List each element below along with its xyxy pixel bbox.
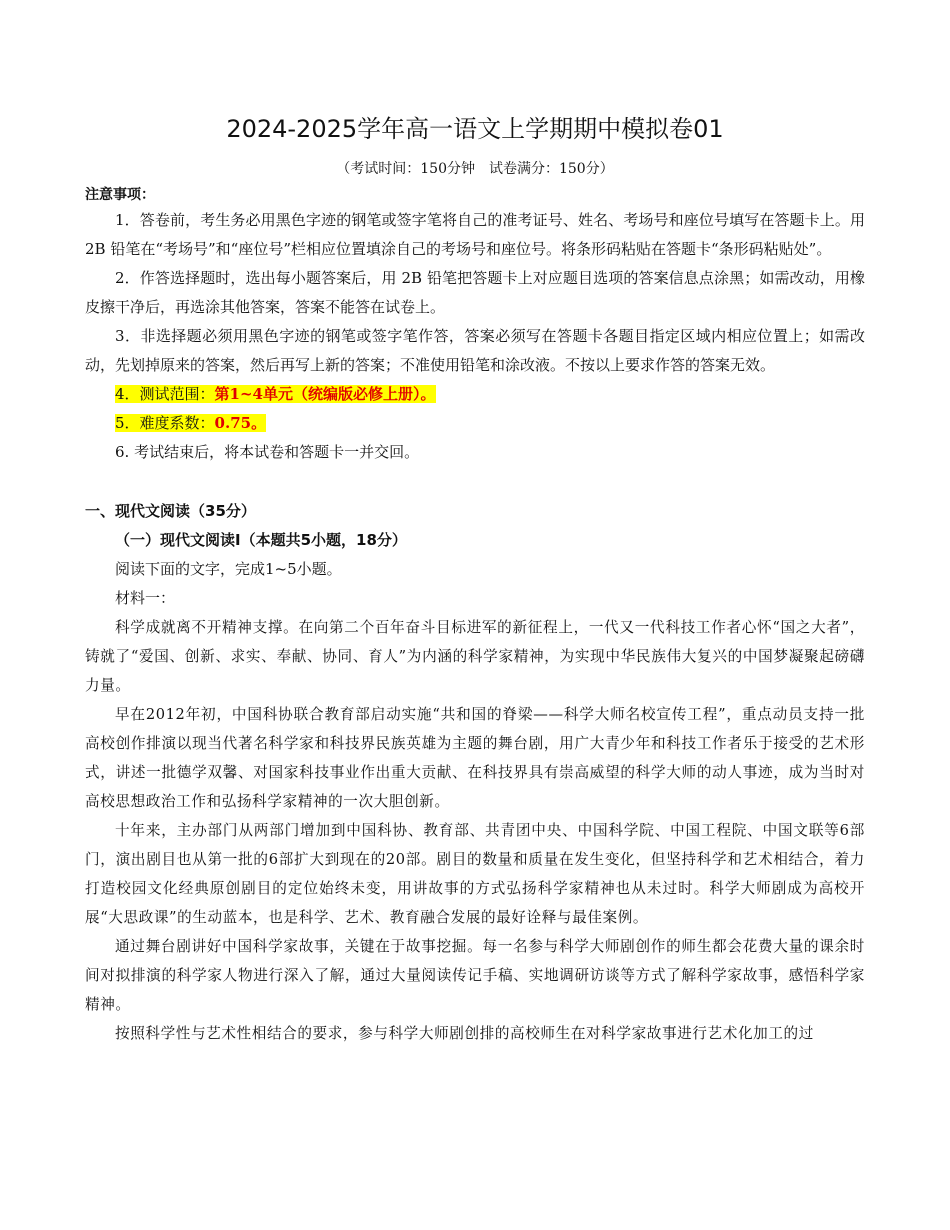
subsection-detail: （本题共5小题，18分） — [240, 531, 407, 549]
section-heading: 一、现代文阅读（35分） — [85, 502, 256, 520]
body-paragraph: 按照科学性与艺术性相结合的要求，参与科学大师剧创排的高校师生在对科学家故事进行艺术化加工的过 — [115, 1025, 814, 1042]
material-label: 材料一： — [115, 589, 176, 607]
reading-instruction: 阅读下面的文字，完成1~5小题。 — [115, 560, 342, 578]
body-paragraph: 通过舞台剧讲好中国科学家故事，关键在于故事挖掘。每一名参与科学大师剧创作的师生都会花费大量的课余时间对拟排演的科学家人物进行深入了解，通过大量阅读传记手稿、实地调研访谈等方式了解科学家故事，感悟科学家精神。 — [85, 938, 865, 1013]
page-title: 2024-2025学年高一语文上学期期中模拟卷01 — [226, 115, 724, 143]
notice-item-2: 2．作答选择题时，选出每小题答案后，用 2B 铅笔把答题卡上对应题目选项的答案信息点涂黑；如需改动，用橡皮擦干净后，再选涂其他答案，答案不能答在试卷上。 — [85, 269, 865, 316]
notice-item-6: 6. 考试结束后，将本试卷和答题卡一并交回。 — [115, 443, 420, 461]
difficulty-label: 5．难度系数： — [115, 414, 215, 432]
notice-item-5 — [85, 409, 865, 438]
notice-heading: 注意事项： — [85, 187, 155, 203]
exam-page — [85, 112, 865, 1048]
test-scope-value: 第1~4单元（统编版必修上册）。 — [214, 385, 436, 403]
notice-item-3: 3．非选择题必须用黑色字迹的钢笔或签字笔作答，答案必须写在答题卡各题目指定区域内相应位置上；如需改动，先划掉原来的答案，然后再写上新的答案；不准使用铅笔和涂改液。不按以上要求作答的答案无效。 — [85, 327, 865, 374]
subsection-heading — [85, 526, 865, 555]
body-paragraph: 早在2012年初，中国科协联合教育部启动实施“共和国的脊梁——科学大师名校宣传工程”，重点动员支持一批高校创作排演以现当代著名科学家和科技界民族英雄为主题的舞台剧，用广大青少年和科技工作者乐于接受的艺术形式，讲述一批德学双馨、对国家科技事业作出重大贡献、在科技界具有崇高威望的科学大师的动人事迹，成为当时对高校思想政治工作和弘扬科学家精神的一次大胆创新。 — [85, 706, 865, 810]
body-paragraph: 科学成就离不开精神支撑。在向第二个百年奋斗目标进军的新征程上，一代又一代科技工作者心怀“国之大者”，铸就了“爱国、创新、求实、奉献、协同、育人”为内涵的科学家精神，为实现中华民族伟大复兴的中国梦凝聚起磅礴力量。 — [85, 619, 865, 694]
test-scope-label: 4．测试范围： — [115, 385, 215, 403]
difficulty-value: 0.75。 — [214, 414, 267, 432]
exam-info: （考试时间：150分钟 试卷满分：150分） — [336, 161, 614, 177]
body-paragraph: 十年来，主办部门从两部门增加到中国科协、教育部、共青团中央、中国科学院、中国工程院、中国文联等6部门，演出剧目也从第一批的6部扩大到现在的20部。剧目的数量和质量在发生变化，但坚持科学和艺术相结合，着力打造校园文化经典原创剧目的定位始终未变，用讲故事的方式弘扬科学家精神也从未过时。科学大师剧成为高校开展“大思政课”的生动蓝本，也是科学、艺术、教育融合发展的最好诠释与最佳案例。 — [85, 822, 865, 926]
subsection-label: （一）现代文阅读Ⅰ — [115, 531, 241, 549]
notice-item-4 — [85, 380, 865, 409]
notice-item-1: 1．答卷前，考生务必用黑色字迹的钢笔或签字笔将自己的准考证号、姓名、考场号和座位号填写在答题卡上。用 2B 铅笔在“考场号”和“座位号”栏相应位置填涂自己的考场号和座位号。将条形码粘贴在答题卡“条形码粘贴处”。 — [85, 211, 865, 258]
